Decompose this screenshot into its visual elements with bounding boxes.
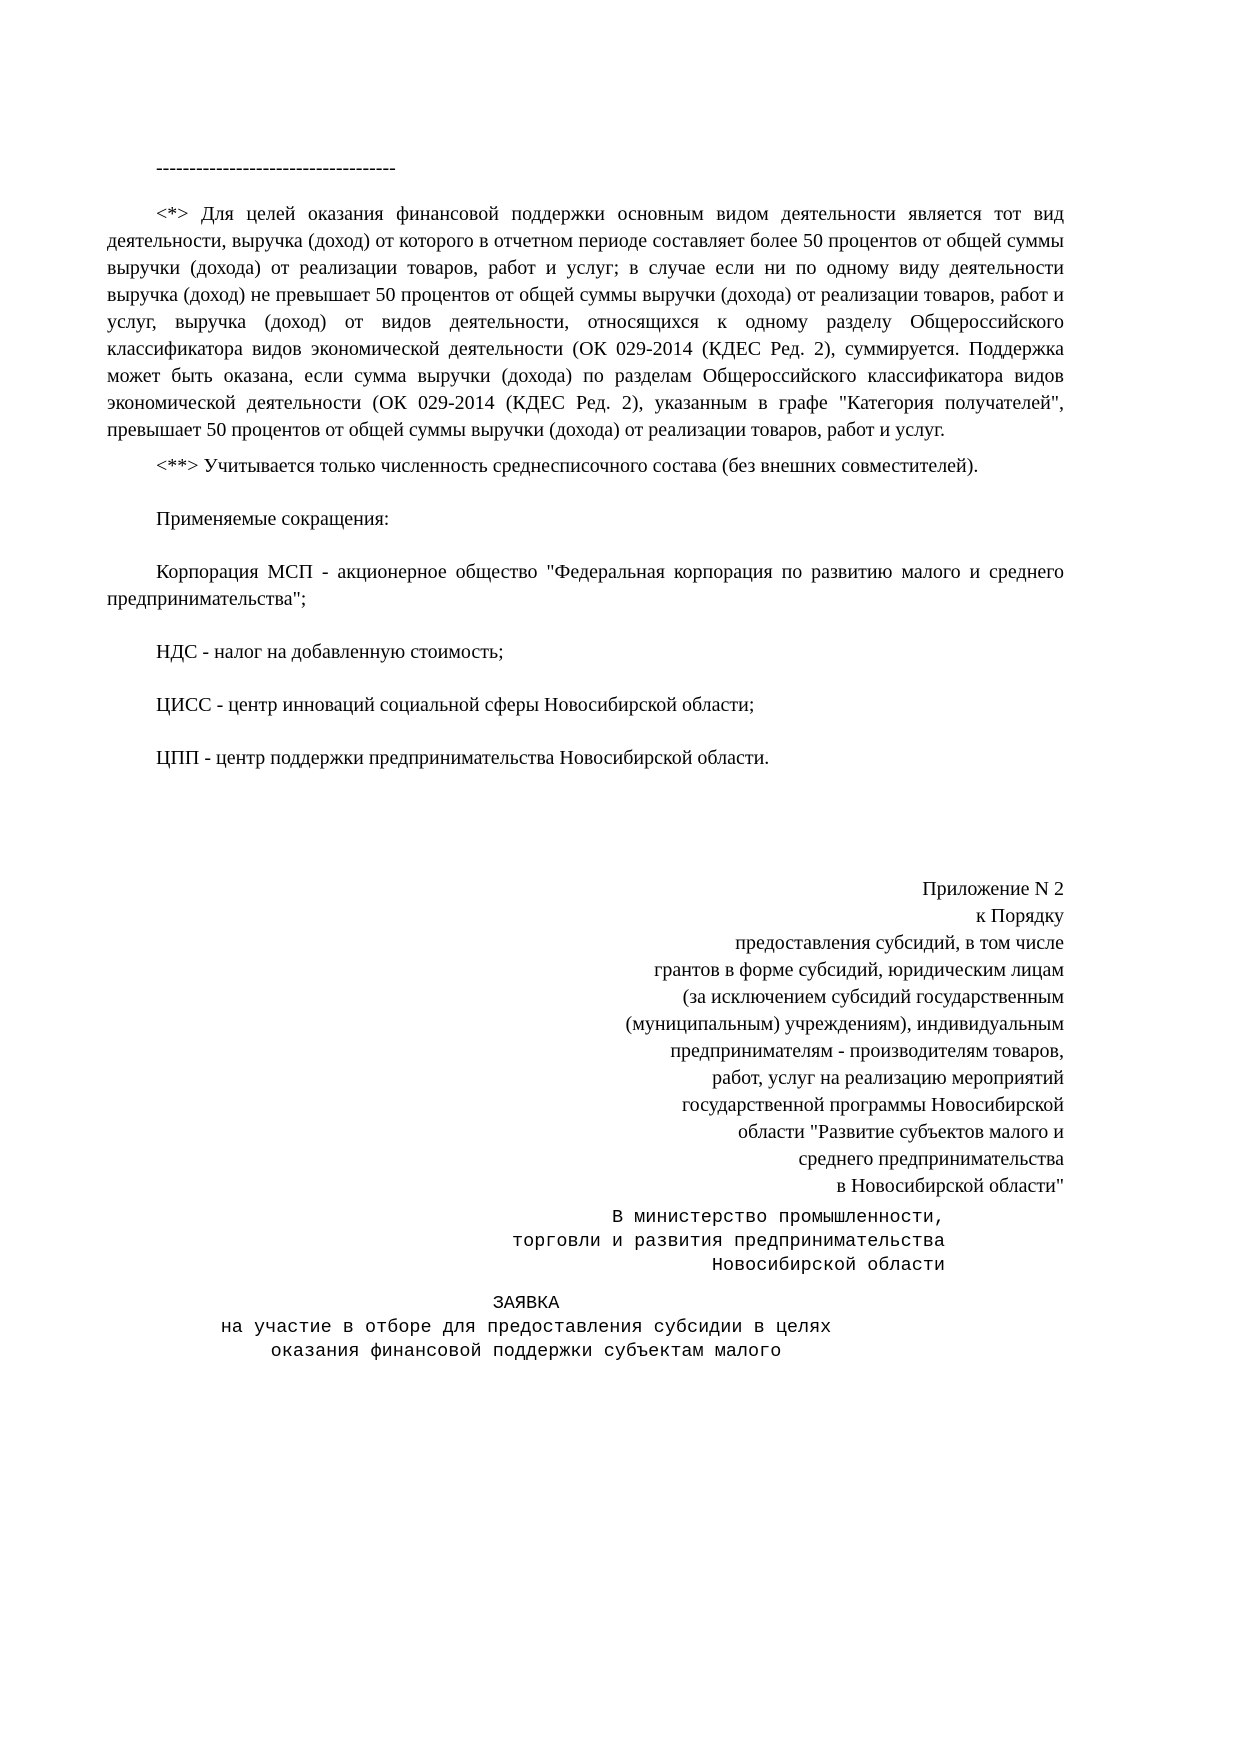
annex-line: (муниципальным) учреждениям), индивидуальным xyxy=(625,1013,1064,1035)
abbreviation-item: ЦПП - центр поддержки предпринимательства Новосибирской области. xyxy=(156,747,770,769)
annex-line: Приложение N 2 xyxy=(922,878,1064,900)
addressee-line: Новосибирской области xyxy=(711,1255,945,1276)
addressee-line: торговли и развития предпринимательства xyxy=(512,1231,945,1252)
footnote-single-asterisk: <*> Для целей оказания финансовой поддержки основным видом деятельности является тот вид деятельности, выручка (доход) от которого в отчетном периоде составляет более 50 процентов от общей суммы выручки (дохода) от реализации товаров, работ и услуг; в случае если ни по одному виду деятельности выручка (доход) не превышает 50 процентов от общей суммы выручки (дохода) от реализации товаров, работ и услуг, выручка (доход) от видов деятельности, относящихся к одному разделу Общероссийского классификатора видов экономической деятельности (ОК 029-2014 (КДЕС Ред. 2), суммируется. Поддержка может быть оказана, если сумма выручки (дохода) по разделам Общероссийского классификатора видов экономической деятельности (ОК 029-2014 (КДЕС Ред. 2), указанным в графе "Категория получателей", превышает 50 процентов от общей суммы выручки (дохода) от реализации товаров, работ и услуг. xyxy=(107,203,1064,441)
abbreviations-heading: Применяемые сокращения: xyxy=(156,508,390,530)
annex-line: грантов в форме субсидий, юридическим лицам xyxy=(654,959,1064,981)
footnote-separator: ------------------------------------ xyxy=(156,157,396,179)
annex-line: в Новосибирской области" xyxy=(836,1175,1064,1197)
abbreviation-item: ЦИСС - центр инноваций социальной сферы Новосибирской области; xyxy=(156,694,755,716)
annex-line: к Порядку xyxy=(976,905,1064,927)
application-title-line: на участие в отборе для предоставления субсидии в целях xyxy=(220,1317,832,1338)
annex-line: предоставления субсидий, в том числе xyxy=(735,932,1064,954)
annex-line: (за исключением субсидий государственным xyxy=(682,986,1064,1008)
annex-line: работ, услуг на реализацию мероприятий xyxy=(712,1067,1064,1089)
annex-line: государственной программы Новосибирской xyxy=(681,1094,1064,1116)
application-title-line: ЗАЯВКА xyxy=(492,1293,560,1314)
application-title-block xyxy=(107,1292,945,1364)
annex-line: предпринимателям - производителям товаров, xyxy=(670,1040,1064,1062)
abbreviation-item: НДС - налог на добавленную стоимость; xyxy=(156,641,504,663)
abbreviation-item: Корпорация МСП - акционерное общество "Федеральная корпорация по развитию малого и среднего предпринимательства"; xyxy=(107,561,1064,610)
addressee-line: В министерство промышленности, xyxy=(611,1207,945,1228)
application-title-line: оказания финансовой поддержки субъектам малого xyxy=(270,1341,782,1362)
typewriter-section xyxy=(107,1206,945,1364)
annex-line: среднего предпринимательства xyxy=(798,1148,1064,1170)
annex-header-block xyxy=(107,876,1064,1200)
footnote-double-asterisk: <**> Учитывается только численность среднесписочного состава (без внешних совместителей). xyxy=(156,455,979,477)
annex-line: области "Развитие субъектов малого и xyxy=(738,1121,1064,1143)
addressee-block xyxy=(107,1206,945,1278)
